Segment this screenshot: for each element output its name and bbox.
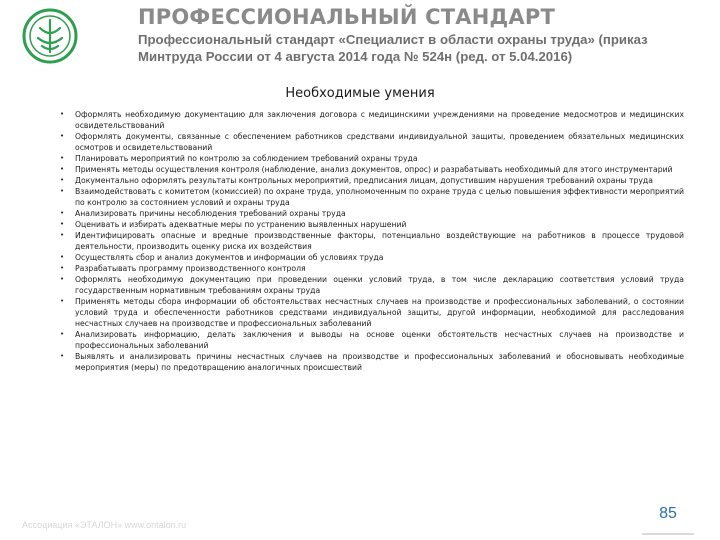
- bullet-icon: •: [60, 352, 65, 360]
- bullet-icon: •: [60, 275, 65, 283]
- list-item: [58, 208, 684, 219]
- list-item-text: Применять методы сбора информации об обстоятельствах несчастных случаев на производстве и профессиональных заболеваний, о состоянии условий труда и обеспеченности работников средствами индивидуальной защиты, другой информации, необходимой для расследования несчастных случаев на производстве и профессиональных заболеваний: [75, 297, 684, 328]
- list-item-text: Оформлять необходимую документацию при проведении оценки условий труда, в том числе декларацию соответствия условий труда государственным нормативным требованиям охраны труда: [75, 275, 684, 295]
- page-title: ПРОФЕССИОНАЛЬНЫЙ СТАНДАРТ: [138, 5, 555, 29]
- bullet-icon: •: [60, 209, 65, 217]
- list-item-text: Анализировать информацию, делать заключения и выводы на основе оценки обстоятельств несчастных случаев на производстве и профессиональных заболеваний: [75, 330, 684, 350]
- bullet-icon: •: [60, 297, 65, 305]
- bullet-icon: •: [60, 253, 65, 261]
- list-item-text: Применять методы осуществления контроля (наблюдение, анализ документов, опрос) и разрабатывать необходимый для этого инструментарий: [75, 165, 673, 174]
- list-item-text: Взаимодействовать с комитетом (комиссией) по охране труда, уполномоченным по охране труда с целью повышения эффективности мероприятий по контролю за состоянием условий и охраны труда: [75, 187, 684, 207]
- skills-list: [58, 109, 684, 373]
- section-title: Необходимые умения: [285, 86, 435, 101]
- list-item-text: Оформлять необходимую документацию для заключения договора с медицинскими учреждениями на проведение медосмотров и медицинских освидетельствований: [75, 110, 684, 130]
- bullet-icon: •: [60, 231, 65, 239]
- list-item-text: Идентифицировать опасные и вредные производственные факторы, потенциально воздействующие на работников в процессе трудовой деятельности, производить оценку риска их воздействия: [75, 231, 684, 251]
- list-item: [58, 252, 684, 263]
- list-item: [58, 329, 684, 351]
- list-item: [58, 351, 684, 373]
- list-item: [58, 164, 684, 175]
- footer-association: Ассоциация «ЭТАЛОН» www.ontalon.ru: [22, 520, 187, 530]
- bullet-icon: •: [60, 110, 65, 118]
- list-item: [58, 109, 684, 131]
- list-item: [58, 186, 684, 208]
- list-item: [58, 175, 684, 186]
- list-item: [58, 219, 684, 230]
- footer-divider: [642, 533, 694, 535]
- emblem-icon: [22, 8, 78, 64]
- list-item-text: Документально оформлять результаты контрольных мероприятий, предписания лицам, допустившим нарушения требований охраны труда: [75, 176, 653, 185]
- bullet-icon: •: [60, 330, 65, 338]
- list-item: [58, 230, 684, 252]
- list-item-text: Оформлять документы, связанные с обеспечением работников средствами индивидуальной защиты, проведением обязательных медицинских осмотров и освидетельствований: [75, 132, 684, 152]
- bullet-icon: •: [60, 165, 65, 173]
- page-number: 85: [659, 505, 677, 522]
- bullet-icon: •: [60, 176, 65, 184]
- list-item-text: Разрабатывать программу производственного контроля: [75, 264, 306, 273]
- bullet-icon: •: [60, 264, 65, 272]
- list-item: [58, 131, 684, 153]
- list-item-text: Планировать мероприятий по контролю за соблюдением требований охраны труда: [75, 154, 418, 163]
- page-subtitle: Профессиональный стандарт «Специалист в области охраны труда» (приказ Минтруда России от 4 августа 2014 года № 524н (ред. от 5.04.2016): [138, 32, 648, 64]
- slide-header: [0, 0, 720, 72]
- list-item-text: Оценивать и избирать адекватные меры по устранению выявленных нарушений: [75, 220, 407, 229]
- list-item: [58, 153, 684, 164]
- list-item: [58, 263, 684, 274]
- bullet-icon: •: [60, 132, 65, 140]
- list-item: [58, 274, 684, 296]
- list-item-text: Выявлять и анализировать причины несчастных случаев на производстве и профессиональных заболеваний и обосновывать необходимые мероприятия (меры) по предотвращению аналогичных происшествий: [75, 352, 684, 372]
- list-item-text: Осуществлять сбор и анализ документов и информации об условиях труда: [75, 253, 384, 262]
- bullet-icon: •: [60, 187, 65, 195]
- bullet-icon: •: [60, 220, 65, 228]
- bullet-icon: •: [60, 154, 65, 162]
- list-item: [58, 296, 684, 329]
- list-item-text: Анализировать причины несоблюдения требований охраны труда: [75, 209, 346, 218]
